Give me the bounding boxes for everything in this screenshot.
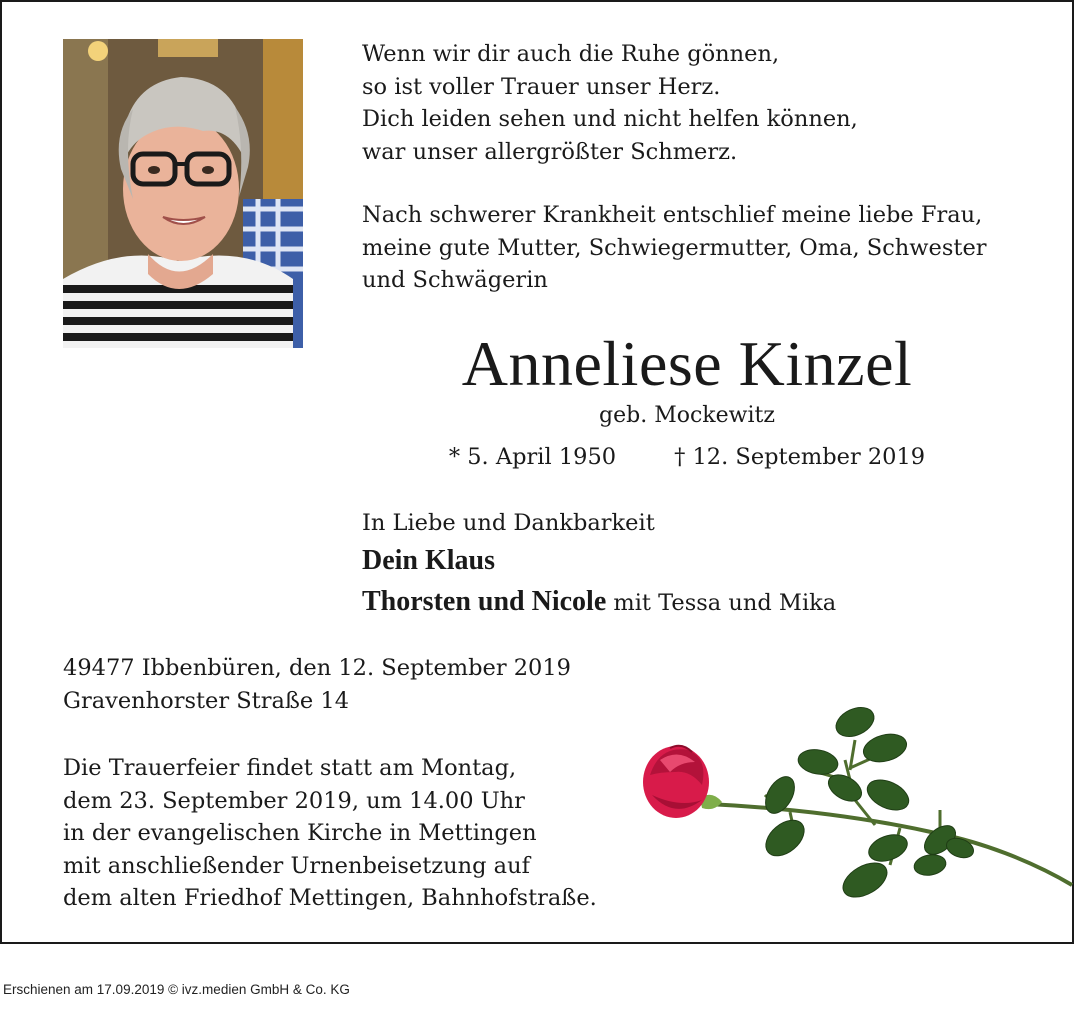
- ceremony-line: Die Trauerfeier findet statt am Montag,: [63, 755, 517, 781]
- address-block: [63, 652, 663, 718]
- verse-line: so ist voller Trauer unser Herz.: [362, 73, 721, 100]
- birth-date: * 5. April 1950: [448, 444, 617, 470]
- opening-verse: [362, 38, 1052, 168]
- maiden-name: geb. Mockewitz: [599, 403, 775, 428]
- announcement-line: und Schwägerin: [362, 267, 548, 293]
- mourners-intro: In Liebe und Dankbarkeit: [362, 510, 655, 536]
- ceremony-info: [63, 752, 643, 915]
- verse-line: Dich leiden sehen und nicht helfen können,: [362, 106, 858, 132]
- mourner-children: Thorsten und Nicole: [362, 586, 607, 617]
- ceremony-line: mit anschließender Urnenbeisetzung auf: [63, 852, 530, 879]
- announcement-text: [362, 199, 1062, 297]
- publication-footer: Erschienen am 17.09.2019 © ivz.medien GmbH & Co. KG: [3, 982, 350, 997]
- ceremony-line: dem alten Friedhof Mettingen, Bahnhofstraße.: [63, 885, 597, 911]
- mourner-family: [362, 581, 1052, 624]
- rose-icon: [640, 700, 1075, 915]
- death-date: † 12. September 2019: [674, 444, 926, 470]
- life-dates: [362, 441, 1012, 473]
- mourner-husband: Dein Klaus: [362, 545, 496, 576]
- announcement-line: meine gute Mutter, Schwiegermutter, Oma, Schwester: [362, 234, 987, 261]
- announcement-line: Nach schwerer Krankheit entschlief meine liebe Frau,: [362, 202, 983, 228]
- mourners-block: [362, 506, 1052, 624]
- deceased-name: Anneliese Kinzel: [461, 328, 913, 399]
- portrait-photo: [63, 39, 303, 348]
- ceremony-line: in der evangelischen Kirche in Mettingen: [63, 820, 537, 846]
- ceremony-line: dem 23. September 2019, um 14.00 Uhr: [63, 787, 525, 814]
- mourner-grandchildren: mit Tessa und Mika: [606, 590, 837, 616]
- verse-line: war unser allergrößter Schmerz.: [362, 138, 738, 165]
- verse-line: Wenn wir dir auch die Ruhe gönnen,: [362, 41, 780, 67]
- street-address: Gravenhorster Straße 14: [63, 688, 350, 714]
- place-date: 49477 Ibbenbüren, den 12. September 2019: [63, 655, 571, 681]
